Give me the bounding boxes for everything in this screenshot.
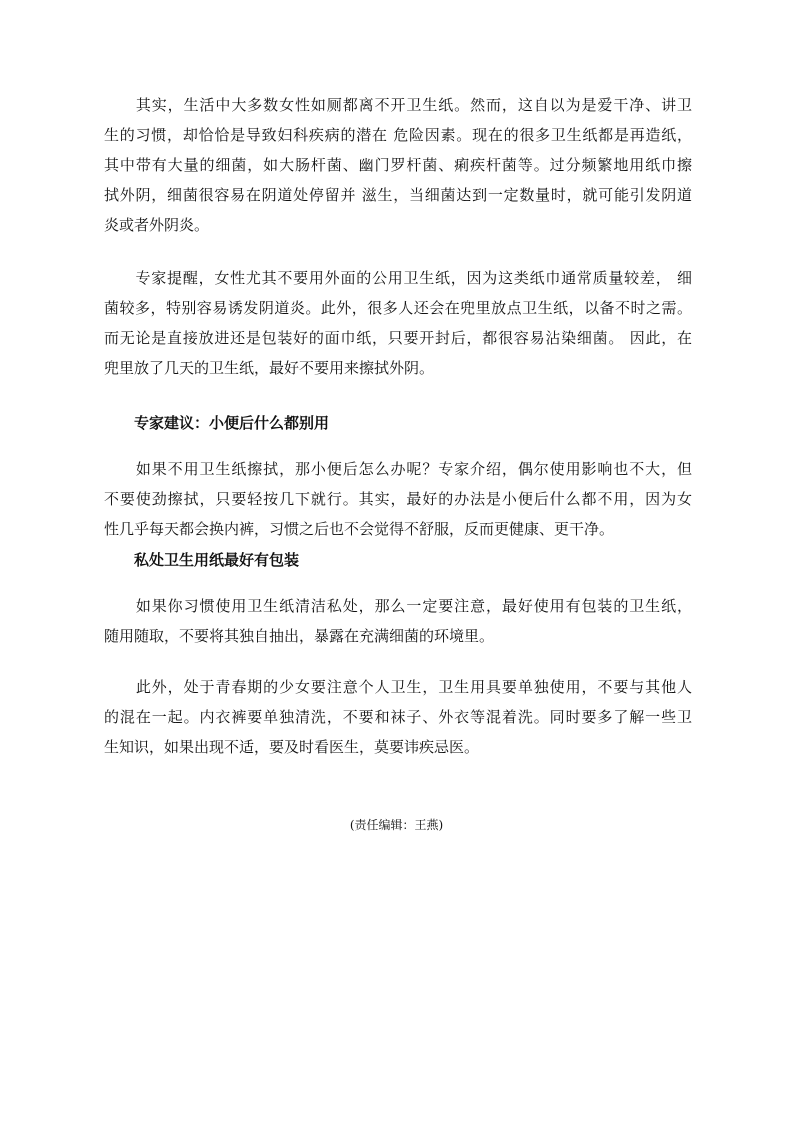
text-line: 其实，生活中大多数女性如厕都离不开卫生纸。然而，这自以为是爱干净、讲卫: [104, 96, 692, 114]
text-line: 生的习惯，却恰恰是导致妇科疾病的潜在 危险因素。现在的很多卫生纸都是再造纸，: [104, 126, 692, 144]
text-line: 如果你习惯使用卫生纸清洁私处，那么一定要注意，最好使用有包装的卫生纸，: [104, 597, 692, 615]
paragraph: [104, 591, 692, 651]
text-line: 而无论是直接放进还是包装好的面巾纸，只要开封后，都很容易沾染细菌。 因此，在: [104, 329, 692, 347]
paragraph: [104, 90, 692, 240]
section-heading: 私处卫生用纸最好有包装: [134, 551, 300, 569]
text-line: 不要使劲擦拭，只要轻按几下就行。其实，最好的办法是小便后什么都不用，因为女: [104, 490, 692, 508]
text-line: 此外，处于青春期的少女要注意个人卫生，卫生用具要单独使用，不要与其他人: [104, 678, 692, 696]
text-line: 生知识，如果出现不适，要及时看医生，莫要讳疾忌医。: [104, 738, 480, 756]
text-line: 菌较多，特别容易诱发阴道炎。此外，很多人还会在兜里放点卫生纸，以备不时之需。: [104, 299, 692, 317]
text-line: 性几乎每天都会换内裤，习惯之后也不会觉得不舒服，反而更健康、更干净。: [104, 520, 615, 538]
text-line: 的混在一起。内衣裤要单独清洗，不要和袜子、外衣等混着洗。同时要多了解一些卫: [104, 708, 692, 726]
paragraph: [104, 263, 692, 383]
text-line: 专家提醒，女性尤其不要用外面的公用卫生纸，因为这类纸巾通常质量较差， 细: [104, 269, 692, 287]
text-line: 炎或者外阴炎。: [104, 216, 210, 234]
editor-credit: (责任编辑：王燕): [349, 818, 444, 832]
text-line: 随用随取，不要将其独自抽出，暴露在充满细菌的环境里。: [104, 627, 495, 645]
text-line: 拭外阴，细菌很容易在阴道处停留并 滋生，当细菌达到一定数量时，就可能引发阴道: [104, 186, 692, 204]
text-line: 如果不用卫生纸擦拭，那小便后怎么办呢？专家介绍，偶尔使用影响也不大，但: [104, 460, 692, 478]
paragraph: [104, 672, 692, 762]
text-line: 兜里放了几天的卫生纸，最好不要用来擦拭外阴。: [104, 359, 435, 377]
paragraph: [104, 454, 692, 544]
section-heading: 专家建议：小便后什么都别用: [134, 414, 330, 432]
text-line: 其中带有大量的细菌，如大肠杆菌、幽门罗杆菌、痢疾杆菌等。过分频繁地用纸巾擦: [104, 156, 692, 174]
